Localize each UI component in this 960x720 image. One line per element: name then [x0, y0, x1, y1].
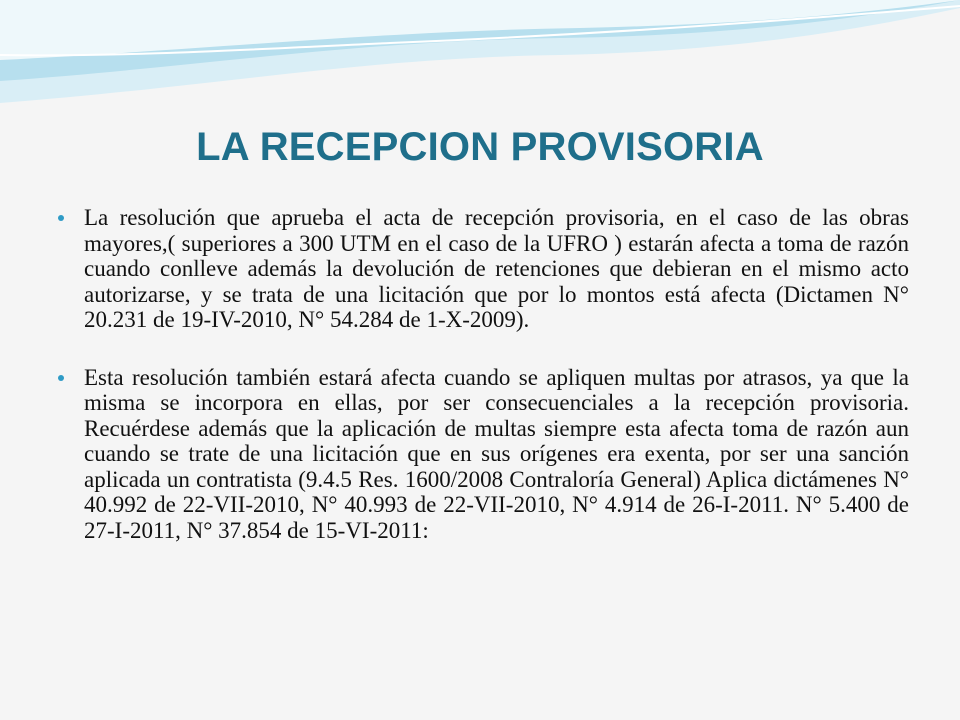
bullet-icon — [58, 215, 64, 221]
bullet-text: Esta resolución también estará afecta cuando se apliquen multas por atrasos, ya que la misma se incorpora en ellas, por ser consecuenciales a la recepción provisoria. Recuérdese además que la aplicación de multas siempre esta afecta toma de razón aun cuando se trate de una licitación que en sus orígenes era exenta, por ser una sanción aplicada un contratista (9.4.5 Res. 1600/2008 Contraloría General) Aplica dictámenes N° 40.992 de 22-VII-2010, N° 40.993 de 22-VII-2010, N° 4.914 de 26-I-2011. N° 5.400 de 27-I-2011, N° 37.854 de 15-VI-2011: — [84, 364, 909, 543]
wave-band-mid — [0, 0, 960, 81]
bullet-item — [56, 365, 909, 544]
bullet-icon — [58, 375, 64, 381]
wave-band-light — [0, 0, 960, 103]
slide-content — [56, 205, 909, 575]
wave-highlight — [0, 6, 960, 55]
bullet-text: La resolución que aprueba el acta de recepción provisoria, en el caso de las obras mayores,( superiores a 300 UTM en el caso de la UFRO ) estarán afecta a toma de razón cuando conlleve además la devolución de retenciones que debieran en el mismo acto autorizarse, y se trata de una licitación que por lo montos está afecta (Dictamen N° 20.231 de 19-IV-2010, N° 54.284 de 1-X-2009). — [84, 205, 909, 332]
bullet-item — [56, 205, 909, 333]
decorative-wave-header — [0, 0, 960, 110]
wave-band-white — [0, 0, 960, 60]
slide-title: LA RECEPCION PROVISORIA — [196, 124, 764, 169]
